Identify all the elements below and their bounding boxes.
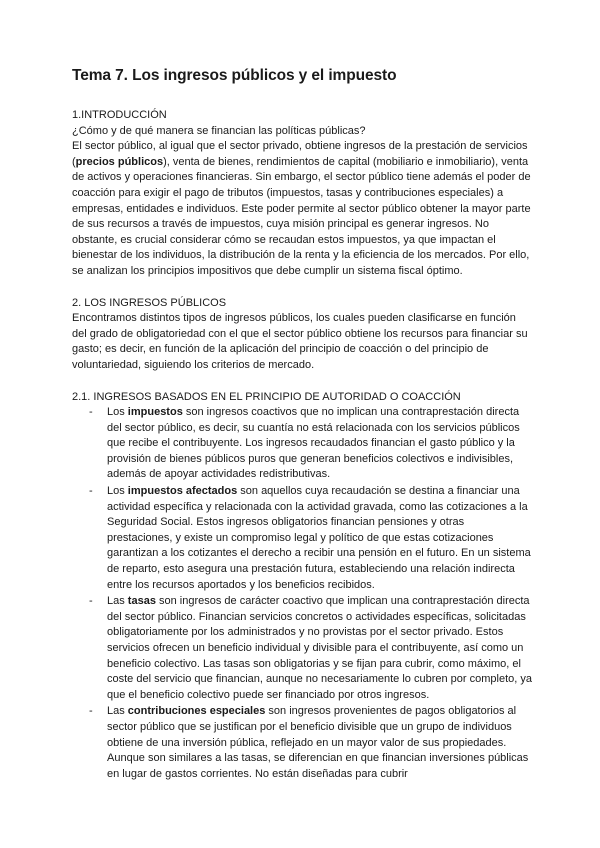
dash-bullet: - bbox=[89, 485, 93, 498]
section-principio-autoridad bbox=[72, 390, 532, 783]
intro-paragraph bbox=[72, 139, 532, 279]
item-term: contribuciones especiales bbox=[127, 705, 266, 718]
dash-bullet: - bbox=[89, 705, 93, 718]
intro-text-part-1: El sector público, al igual que el sector privado, obtiene ingresos de la prestación de servicios ( bbox=[72, 140, 528, 168]
list-item: - Los impuestos son ingresos coactivos que no implican una contraprestación directa del sector público, es decir, su cuantía no está relacionada con los servicios públicos que recibe el contribuyente. Los ingresos recaudados financian el gasto público y la provisión de bienes públicos puros que generan beneficios colectivos e indivisibles, además de apoyar actividades redistributivas. bbox=[89, 406, 520, 481]
section-heading-introduccion: 1.INTRODUCCIÓN bbox=[72, 109, 167, 121]
ingresos-list bbox=[89, 405, 532, 782]
list-item: - Las contribuciones especiales son ingresos provenientes de pagos obligatorios al sector público que se justifican por el beneficio divisible que un grupo de individuos obtiene de una inversión pública, reflejado en un mayor valor de sus propiedades. Aunque son similares a las tasas, se diferencian en que financian inversiones públicas en lugar de gastos corrientes. No están diseñadas para cubrir bbox=[89, 705, 529, 780]
dash-bullet: - bbox=[89, 595, 93, 608]
section-introduccion bbox=[72, 108, 532, 280]
intro-text-part-2: ), venta de bienes, rendimientos de capital (mobiliario e inmobiliario), venta de activos y operaciones financieras. Sin embargo, el sector público tiene además el poder de coacción para exigir el pago de tributos (impuestos, tasas y contribuciones especiales) a empresas, entidades e individuos. Este poder permite al sector público obtener la mayor parte de sus recursos a través de impuestos, cuya misión principal es generar ingresos. No obstante, es crucial considerar cómo se recaudan estos impuestos, ya que impactan el bienestar de los individuos, la distribución de la renta y la eficiencia de los mercados. Por ello, se analizan los principios impositivos que debe cumplir un sistema fiscal óptimo. bbox=[72, 155, 531, 277]
section-heading-autoridad: 2.1. INGRESOS BASADOS EN EL PRINCIPIO DE AUTORIDAD O COACCIÓN bbox=[72, 390, 461, 403]
ingresos-paragraph: Encontramos distintos tipos de ingresos públicos, los cuales pueden clasificarse en función del grado de obligatoriedad con el que el sector público obtiene los recursos para financiar su gasto; es decir, en función de la aplicación del principio de coacción o del principio de voluntariedad, siguiendo los criterios de mercado. bbox=[72, 312, 528, 371]
intro-question: ¿Cómo y de qué manera se financian las políticas públicas? bbox=[72, 124, 366, 137]
page-title: Tema 7. Los ingresos públicos y el impuesto bbox=[72, 67, 397, 84]
document-page bbox=[72, 66, 532, 798]
item-term: impuestos bbox=[127, 406, 183, 419]
intro-bold-term: precios públicos bbox=[75, 155, 164, 168]
list-item: - Los impuestos afectados son aquellos cuya recaudación se destina a financiar una actividad específica y relacionada con la actividad gravada, como las cotizaciones a la Seguridad Social. Estos ingresos obligatorios financian pensiones y otras prestaciones, y existe un compromiso legal y político de que estas cotizaciones garantizan a los cotizantes el derecho a recibir una pensión en el futuro. En un sistema de reparto, esto asegura una prestación futura, estableciendo una relación indirecta entre los recursos aportados y los beneficios recibidos. bbox=[89, 485, 531, 591]
list-item: - Las tasas son ingresos de carácter coactivo que implican una contraprestación directa del sector público. Financian servicios concretos o actividades específicas, solicitadas obligatoriamente por los administrados y no provistas por el sector privado. Estos servicios ofrecen un beneficio individual y divisible para el contribuyente, así como un beneficio colectivo. Las tasas son obligatorias y se fijan para cubrir, como máximo, el coste del servicio que financian, aunque no necesariamente lo cubren por completo, ya que el beneficio colectivo puede ser financiado por otros ingresos. bbox=[89, 595, 532, 701]
section-ingresos-publicos bbox=[72, 296, 532, 374]
dash-bullet: - bbox=[89, 406, 93, 419]
item-term: impuestos afectados bbox=[127, 485, 238, 498]
section-heading-ingresos: 2. LOS INGRESOS PÚBLICOS bbox=[72, 296, 227, 309]
item-term: tasas bbox=[127, 595, 156, 608]
